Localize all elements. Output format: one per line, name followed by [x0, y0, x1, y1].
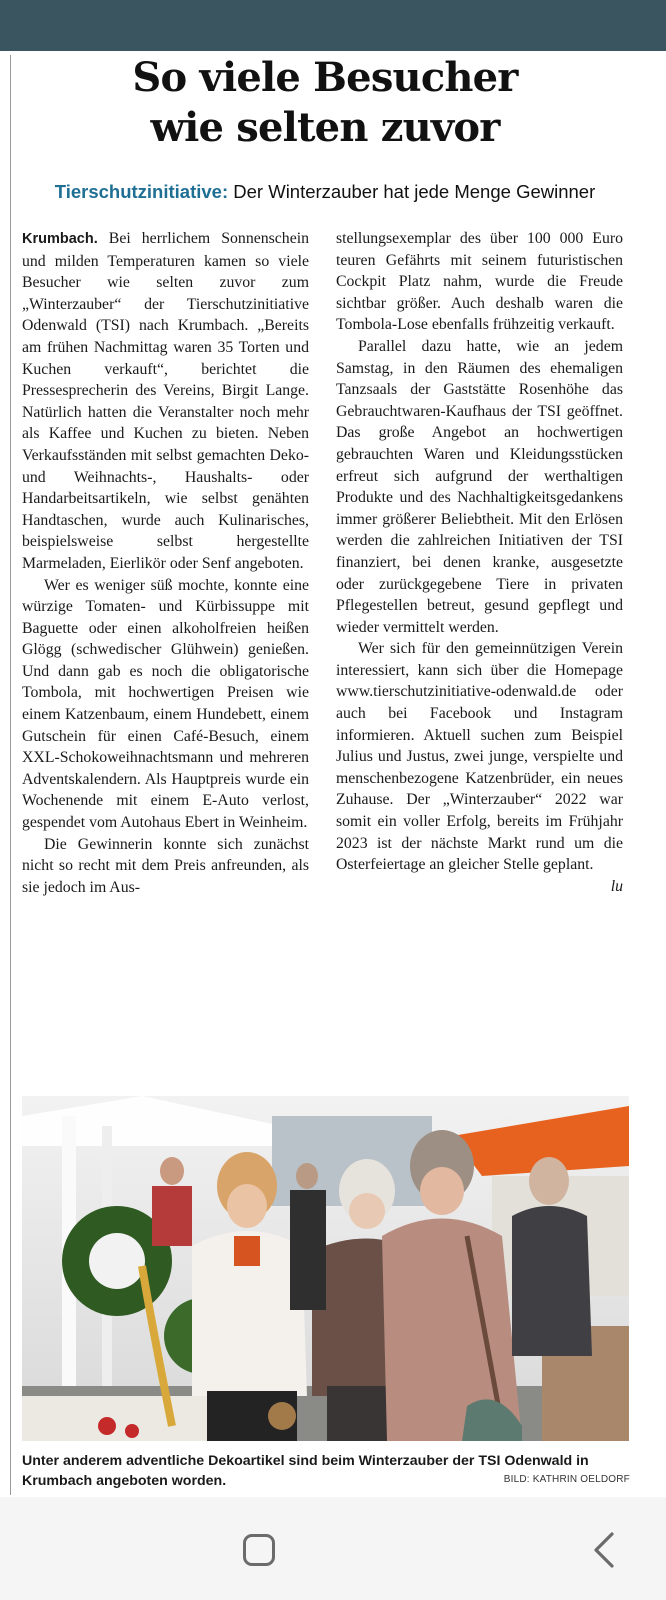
- subhead-kicker: Tierschutzinitiative:: [54, 181, 229, 202]
- column-rule: [10, 55, 11, 1495]
- newspaper-page: [0, 51, 666, 1497]
- paragraph: [336, 638, 623, 895]
- dateline: Krumbach.: [22, 231, 98, 247]
- paragraph: Parallel dazu hatte, wie an jedem Samstag, in den Räumen des ehemaligen Tanzsaals der Gaststätte Rosenhöhe das Gebrauchtwaren-Kaufhaus der TSI geöffnet. Das große Angebot an hochwertigen gebrauchten Waren und Kleidungsstücken erfreut sich aufgrund der werthaltigen Produkte und des Nachhaltigkeitsgedankens immer größerer Beliebtheit. Mit den Erlösen werden die zahlreichen Initiativen der TSI finanziert, bei denen kranke, ausgesetzte oder zurückgegebene Tiere in privaten Pflegestellen betreut, gesund gepflegt und wieder vermittelt werden.: [336, 337, 623, 636]
- subheadline: [20, 180, 630, 204]
- status-bar: [0, 0, 666, 51]
- headline-line-2: wie selten zuvor: [150, 104, 500, 151]
- headline: [20, 53, 630, 153]
- author-initials: lu: [610, 877, 623, 895]
- article-column-left: [22, 228, 309, 898]
- photo-caption: Unter anderem adventliche Dekoartikel sind beim Winterzauber der TSI Odenwald in Krumbach angeboten worden.: [22, 1453, 589, 1489]
- photo-illustration: [22, 1096, 629, 1441]
- photo-credit: BILD: KATHRIN OELDORF: [503, 1474, 630, 1485]
- home-square-icon[interactable]: [243, 1534, 275, 1566]
- paragraph-text: Bei herrlichem Sonnenschein und milden Temperaturen kamen so viele Besucher wie selten zuvor zum „Winterzauber“ der Tierschutzinitiative Odenwald (TSI) nach Krumbach. „Bereits am frühen Nachmittag waren 35 Torten und Kuchen verkauft“, berichtet die Pressesprecherin des Vereins, Birgit Lange. Natürlich hatten die Veranstalter noch mehr als Kaffee und Kuchen zu bieten. Neben Verkaufsständen mit selbst gemachten Deko- und Weihnachts-, Haushalts- oder Handarbeitsartikeln, wie selbst genähten Handtaschen, wurde auch Kulinarisches, beispielsweise selbst hergestellte Marmeladen, Eierlikör oder Senf angeboten.: [22, 230, 309, 572]
- chevron-left-icon[interactable]: [590, 1531, 620, 1569]
- article-photo[interactable]: [22, 1096, 629, 1441]
- paragraph-text: Wer sich für den gemeinnützigen Verein interessiert, kann sich über die Homepage www.tierschutzinitiative-odenwald.de oder auch bei Facebook und Instagram informieren. Aktuell suchen zum Beispiel Julius und Justus, zwei junge, verspielte und menschenbezogene Katzenbrüder, ein neues Zuhause. Der „Winterzauber“ 2022 war somit ein voller Erfolg, bereits im Frühjahr 2023 ist der nächste Markt rund um die Osterfeiertage an gleicher Stelle geplant.: [336, 640, 623, 874]
- headline-line-1: So viele Besucher: [132, 54, 518, 101]
- article-column-right: [336, 228, 623, 897]
- paragraph: [22, 228, 309, 575]
- subhead-text: Der Winterzauber hat jede Menge Gewinner: [228, 181, 596, 202]
- paragraph: Die Gewinnerin konnte sich zunächst nicht so recht mit dem Preis anfreunden, als sie jedoch im Aus-: [22, 835, 309, 896]
- navigation-bar: [0, 1497, 666, 1600]
- paragraph: stellungsexemplar des über 100 000 Euro teuren Gefährts mit seinem futuristischen Cockpit Platz nahm, wurde die Freude sichtbar größer. Auch deshalb waren die Tombola-Lose ebenfalls frühzeitig verkauft.: [336, 230, 623, 334]
- paragraph: Wer es weniger süß mochte, konnte eine würzige Tomaten- und Kürbissuppe mit Baguette oder einen alkoholfreien heißen Glögg (schwedischer Glühwein) genießen. Und dann gab es noch die obligatorische Tombola, mit hochwertigen Preisen wie einem Katzenbaum, einem Hundebett, einem Gutschein für einen Café-Besuch, einem XXL-Schokoweihnachtsmann und mehreren Adventskalendern. Als Hauptpreis wurde ein Wochenende mit einem E-Auto verlost, gespendet vom Autohaus Ebert in Weinheim.: [22, 576, 309, 832]
